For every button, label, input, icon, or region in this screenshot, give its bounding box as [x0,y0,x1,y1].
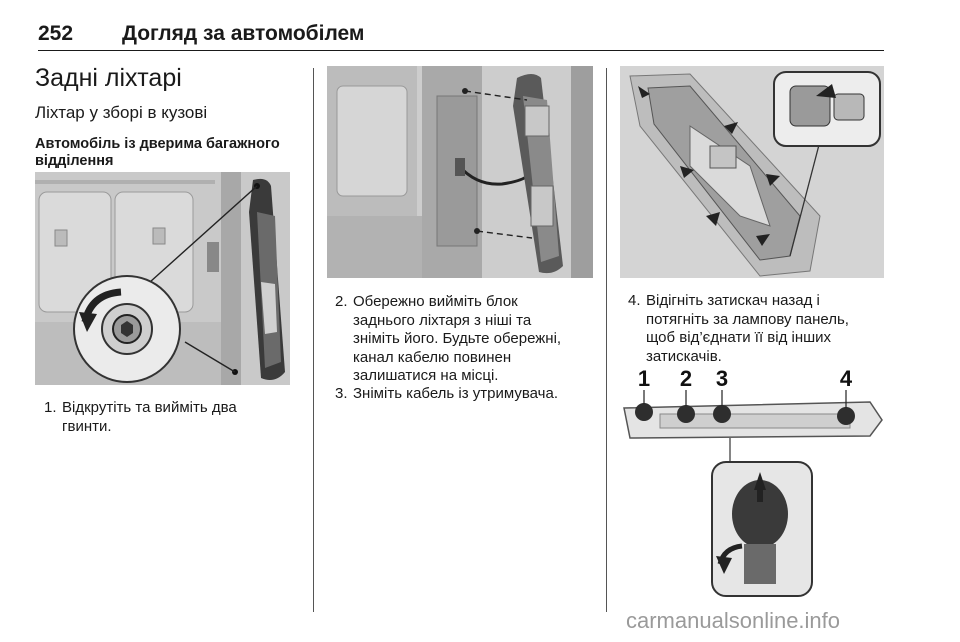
figure-clip-release [620,66,884,278]
page-number: 252 [38,22,74,45]
figure-lamp-removal [327,66,593,278]
column-divider-left [313,68,314,612]
bulb-label-2: 2 [679,366,693,391]
step-4-line: Відігніть затискач назад і [646,292,820,309]
figure-bulb-panel [620,364,884,600]
step-4-line: щоб від’єднати її від інших [646,329,832,346]
chapter-title: Догляд за автомобілем [122,22,365,45]
step-2-line: заднього ліхтаря з ніші та [353,311,532,329]
bulb-label-3: 3 [715,366,729,391]
step-1 [44,399,294,439]
section-title: Задні ліхтарі [35,64,182,92]
step-3-line: Зніміть кабель із утримувача. [353,385,558,402]
step-1-number: 1. [44,399,57,416]
column-divider-right [606,68,607,612]
step-2-line: зніміть його. Будьте обережні, [353,330,562,347]
step-4-line: затискачів. [646,347,722,365]
step-2-line: Обережно вийміть блок [353,293,518,310]
step-3-number: 3. [335,385,348,402]
bulb-label-1: 1 [637,366,651,391]
header-rule [38,50,884,51]
step-3 [335,385,597,405]
step-1-line: гвинти. [62,417,112,435]
step-4 [628,292,890,368]
step-2-line: залишатися на місці. [353,367,499,384]
step-1-line: Відкрутіть та вийміть два [62,399,237,416]
step-4-number: 4. [628,292,641,309]
step-4-line: потягніть за лампову панель, [646,310,849,328]
section-subtitle: Ліхтар у зборі в кузові [35,103,208,122]
watermark: carmanualsonline.info [626,608,841,633]
step-2-number: 2. [335,293,348,310]
bulb-label-4: 4 [839,366,853,391]
variant-heading: Автомобіль із дверима багажного відділення [35,136,280,169]
figure-screw-removal [35,172,290,385]
step-2 [335,293,597,388]
step-2-line: канал кабелю повинен [353,348,512,366]
